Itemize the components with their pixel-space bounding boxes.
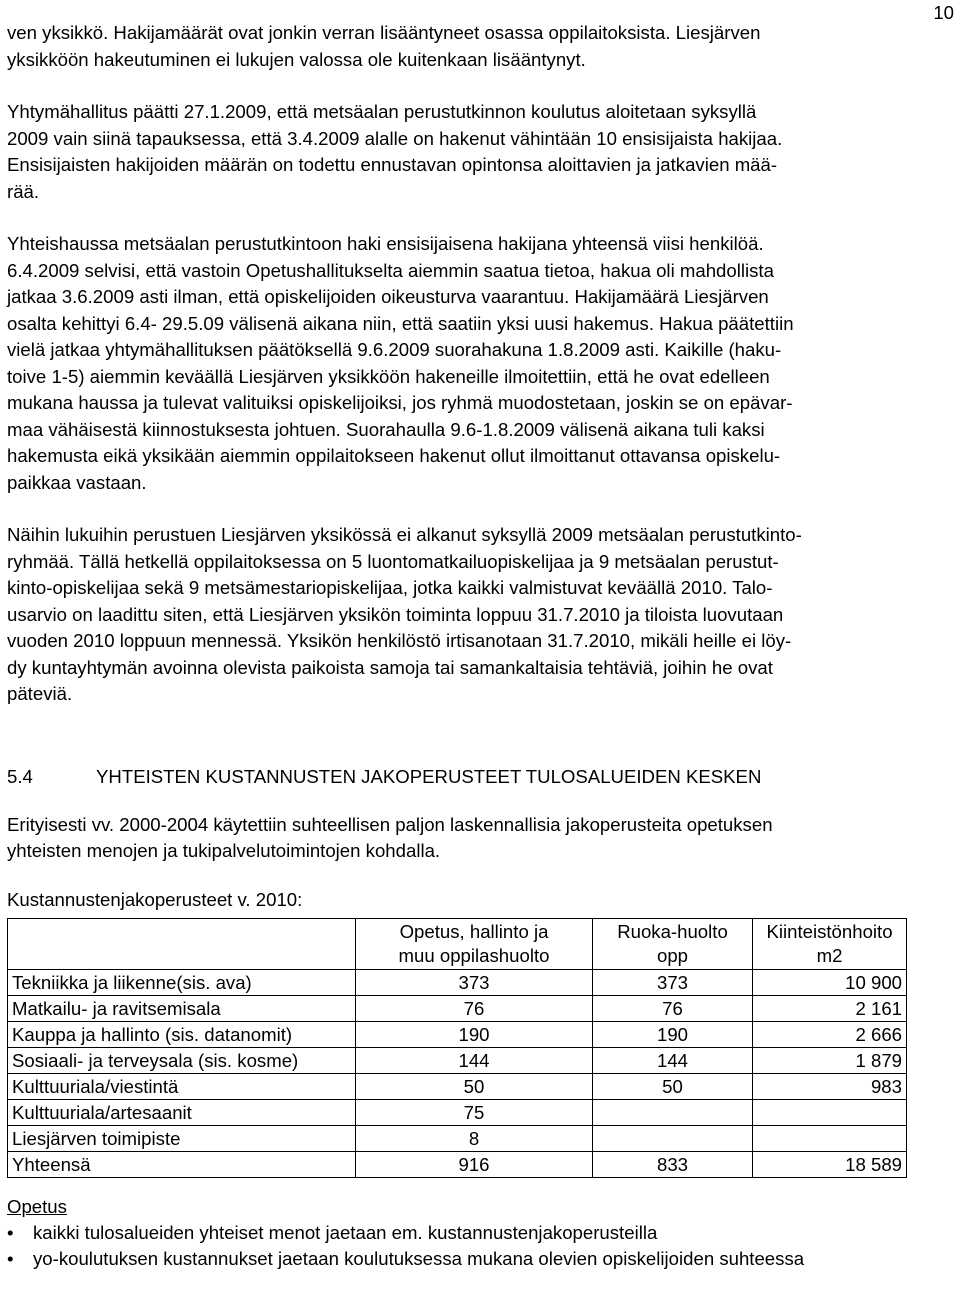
paragraph-5 [7, 812, 947, 865]
text-line: vielä jatkaa yhtymähallituksen päätöksellä 9.6.2009 suorahakuna 1.8.2009 asti. Kaikille (haku- [7, 339, 782, 360]
text-line: jatkaa 3.6.2009 asti ilman, että opiskelijoiden oikeusturva vaarantuu. Hakijamäärä Liesjärven [7, 286, 769, 307]
header-line: Opetus, hallinto ja [399, 920, 549, 942]
row-label: Yhteensä [8, 1151, 356, 1177]
cell-ruokahuolto: 50 [593, 1073, 753, 1099]
bullet-icon: • [7, 1247, 14, 1269]
cell-kiinteistonhoito: 2 161 [753, 995, 907, 1021]
table-row-total [8, 1151, 907, 1177]
text-line: toive 1-5) aiemmin keväällä Liesjärven yksikköön hakeneille ilmoitettiin, että he ovat edelleen [7, 365, 770, 387]
table-row [8, 1099, 907, 1125]
cell-kiinteistonhoito [753, 1125, 907, 1151]
cost-allocation-table [7, 918, 907, 1178]
paragraph-3 [7, 231, 947, 496]
header-line: m2 [816, 945, 843, 966]
text-line: mukana haussa ja tulevat valituiksi opiskelijoiksi, jos ryhmä muodostetaan, joskin se on epävar- [7, 392, 793, 413]
header-line: Kiinteistönhoito [766, 920, 893, 942]
table-row [8, 969, 907, 995]
text-line: rää. [7, 180, 40, 202]
cell-ruokahuolto: 833 [593, 1151, 753, 1177]
header-cell-empty [8, 918, 356, 969]
list-item [7, 1246, 947, 1272]
text-line: yhteisten menojen ja tukipalvelutoimintojen kohdalla. [7, 840, 441, 861]
section-heading [7, 764, 947, 790]
cell-kiinteistonhoito: 1 879 [753, 1047, 907, 1073]
header-cell-ruokahuolto [593, 918, 753, 969]
subsection-heading: Opetus [7, 1195, 67, 1217]
cell-opetus: 8 [356, 1125, 593, 1151]
cell-kiinteistonhoito: 983 [753, 1073, 907, 1099]
text-line: Erityisesti vv. 2000-2004 käytettiin suhteellisen paljon laskennallisia jakoperusteita opetuksen [7, 813, 773, 835]
cell-opetus: 50 [356, 1073, 593, 1099]
cell-ruokahuolto [593, 1125, 753, 1151]
text-line: usarvio on laadittu siten, että Liesjärven yksikön toiminta loppuu 31.7.2010 ja tiloista luovutaan [7, 603, 784, 625]
document-body [7, 20, 947, 1272]
table-row [8, 1125, 907, 1151]
cell-opetus: 75 [356, 1099, 593, 1125]
text-line: ven yksikkö. Hakijamäärät ovat jonkin verran lisääntyneet osassa oppilaitoksista. Liesjärven [7, 22, 761, 43]
text-line: 6.4.2009 selvisi, että vastoin Opetushallitukselta aiemmin saatua tietoa, hakua oli mahdollista [7, 259, 774, 281]
row-label: Kauppa ja hallinto (sis. datanomit) [8, 1021, 356, 1047]
text-line: Yhteishaussa metsäalan perustutkintoon haki ensisijaisena hakijana yhteensä viisi henkilöä. [7, 233, 764, 254]
text-line: 2009 vain siinä tapauksessa, että 3.4.2009 alalle on hakenut vähintään 10 ensisijaista hakijaa. [7, 127, 783, 149]
header-cell-opetus [356, 918, 593, 969]
text-line: päteviä. [7, 683, 73, 704]
bullet-icon: • [7, 1221, 14, 1243]
section-title: YHTEISTEN KUSTANNUSTEN JAKOPERUSTEET TULOSALUEIDEN KESKEN [96, 765, 762, 787]
paragraph-4 [7, 522, 947, 708]
cell-kiinteistonhoito: 10 900 [753, 969, 907, 995]
table-title: Kustannustenjakoperusteet v. 2010: [7, 888, 303, 910]
text-line: paikkaa vastaan. [7, 471, 147, 493]
text-line: Näihin lukuihin perustuen Liesjärven yksikössä ei alkanut syksyllä 2009 metsäalan perustutkinto- [7, 524, 802, 545]
cell-kiinteistonhoito: 2 666 [753, 1021, 907, 1047]
text-line: hakemusta eikä yksikään aiemmin oppilaitokseen hakenut ollut ilmoittanut ottavansa opiskelu- [7, 445, 781, 466]
header-line: Ruoka-huolto [617, 920, 728, 942]
cell-kiinteistonhoito [753, 1099, 907, 1125]
cell-kiinteistonhoito: 18 589 [753, 1151, 907, 1177]
text-line: Yhtymähallitus päätti 27.1.2009, että metsäalan perustutkinnon koulutus aloitetaan syksyllä [7, 101, 757, 122]
row-label: Liesjärven toimipiste [8, 1125, 356, 1151]
table-row [8, 1047, 907, 1073]
page-number: 10 [933, 2, 954, 23]
row-label: Tekniikka ja liikenne(sis. ava) [8, 969, 356, 995]
cell-opetus: 76 [356, 995, 593, 1021]
text-line: Ensisijaisten hakijoiden määrän on todettu ennustavan opintonsa aloittavien ja jatkavien mää- [7, 154, 778, 175]
table-row [8, 1021, 907, 1047]
text-line: dy kuntayhtymän avoinna olevista paikoista samoja tai samankaltaisia tehtäviä, joihin he ovat [7, 656, 773, 678]
cell-opetus: 916 [356, 1151, 593, 1177]
bullet-list [7, 1220, 947, 1272]
text-line: vuoden 2010 loppuun mennessä. Yksikön henkilöstö irtisanotaan 31.7.2010, mikäli heille ei löy- [7, 630, 792, 651]
header-line: opp [656, 945, 689, 966]
text-line: yksikköön hakeutuminen ei lukujen valossa ole kuitenkaan lisääntynyt. [7, 48, 586, 70]
section-number: 5.4 [7, 765, 33, 787]
cell-opetus: 144 [356, 1047, 593, 1073]
header-cell-kiinteistonhoito [753, 918, 907, 969]
cell-ruokahuolto: 144 [593, 1047, 753, 1073]
row-label: Kulttuuriala/viestintä [8, 1073, 356, 1099]
text-line: maa vähäisestä kiinnostuksesta johtuen. Suorahaulla 9.6-1.8.2009 välisenä aikana tuli kaksi [7, 418, 765, 440]
row-label: Sosiaali- ja terveysala (sis. kosme) [8, 1047, 356, 1073]
text-line: osalta kehittyi 6.4- 29.5.09 välisenä aikana niin, että saatiin yksi uusi hakemus. Hakua päätettiin [7, 312, 794, 334]
paragraph-1 [7, 20, 947, 73]
cell-ruokahuolto: 190 [593, 1021, 753, 1047]
row-label: Matkailu- ja ravitsemisala [8, 995, 356, 1021]
text-line: kinto-opiskelijaa sekä 9 metsämestariopiskelijaa, jotka kaikki valmistuvat keväällä 2010. Talo- [7, 577, 773, 598]
cell-ruokahuolto: 373 [593, 969, 753, 995]
text-line: ryhmää. Tällä hetkellä oppilaitoksessa on 5 luontomatkailuopiskelijaa ja 9 metsäalan perustut- [7, 550, 779, 572]
table-header-row [8, 918, 907, 969]
cell-opetus: 373 [356, 969, 593, 995]
paragraph-2 [7, 99, 947, 205]
list-item-text: kaikki tulosalueiden yhteiset menot jaetaan em. kustannustenjakoperusteilla [33, 1221, 658, 1243]
cell-opetus: 190 [356, 1021, 593, 1047]
cell-ruokahuolto [593, 1099, 753, 1125]
list-item [7, 1220, 947, 1246]
cell-ruokahuolto: 76 [593, 995, 753, 1021]
header-line: muu oppilashuolto [398, 945, 550, 966]
table-row [8, 1073, 907, 1099]
list-item-text: yo-koulutuksen kustannukset jaetaan koulutuksessa mukana olevien opiskelijoiden suhteessa [33, 1247, 805, 1269]
table-row [8, 995, 907, 1021]
row-label: Kulttuuriala/artesaanit [8, 1099, 356, 1125]
